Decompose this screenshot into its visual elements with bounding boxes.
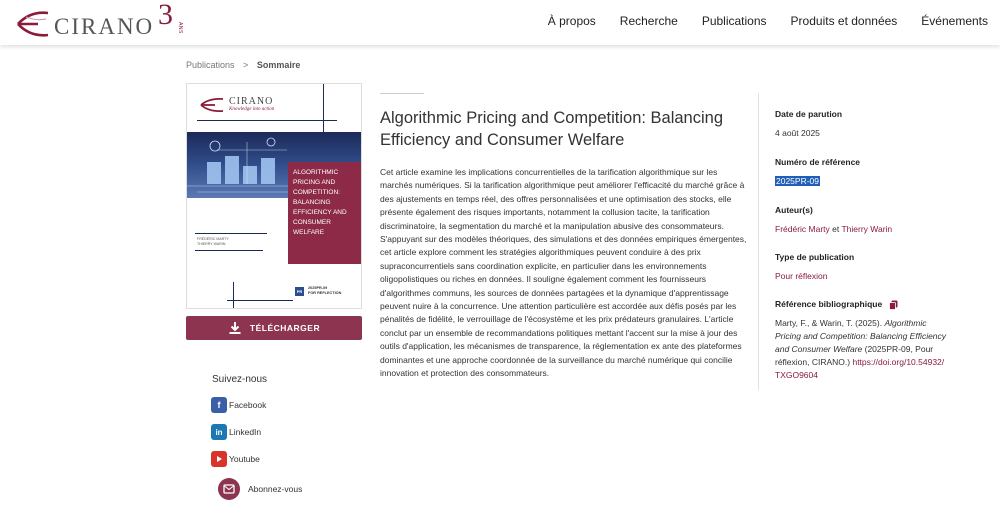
facebook-link[interactable]: [211, 397, 266, 413]
sidebar-divider: [758, 93, 759, 390]
meta-date: [775, 109, 975, 140]
cover-author: THIERRY WARIN: [197, 242, 226, 247]
cover-code-type: FOR REFLECTION: [308, 291, 342, 296]
cover-code-number: 2025PR-09: [308, 286, 328, 290]
meta-bibliography: [775, 299, 947, 382]
cover-logo-mark-icon: [199, 96, 225, 114]
author-separator: et: [829, 224, 842, 234]
meta-type-label: Type de publication: [775, 252, 855, 262]
cover-divider-line: [195, 233, 267, 234]
cover-authors: [197, 237, 229, 248]
author-link-marty[interactable]: Frédéric Marty: [775, 224, 830, 234]
cover-brand: CIRANO: [229, 96, 274, 107]
meta-authors-row: [775, 223, 975, 236]
nav-item-evenements[interactable]: Événements: [921, 14, 988, 28]
article-abstract: Cet article examine les implications concurrentielles de la tarification algorithmique sur les marchés numériques. Si la tarification algorithmique peut améliorer l'efficacité du marché grâce à des ajustements en temps réel, des offres personnalisées et une optimisation des stocks, elle présente également des risques importants, notamment la collusion tacite, la tarification discriminatoire, la segmentation du marché et la manipulation abusive des consommateurs. S'appuyant sur des modèles théoriques, des simulations et des données empiriques émergentes, cet article explore comment les stratégies algorithmiques peuvent conduire à des prix supraconcurrentiels sans coordination explicite, en particulier dans les environnements oligopolistiques ou riches en données. Il souligne également comment les fournisseurs d'algorithmes communs, les sources de données partagées et la dynamique d'apprentissage peuvent nuire à la concurrence. Une attention particulière est accordée aux défis posés par les pénalités de fidélité, le verrouillage de l'écosystème et les prix prédateurs granulaires. L'article conclut par un ensemble de recommandations politiques mettant l'accent sur la mise à jour des outils d'application, les mécanismes de transparence, la réglementation ex ante des plateformes dominantes et une approche coordonnée de la surveillance du marché numérique qui concilie innovation et protection des consommateurs.: [380, 167, 747, 379]
youtube-link[interactable]: [211, 451, 260, 467]
subscribe-label: Abonnez-vous: [248, 484, 303, 494]
logo-anniversary-number: 3: [158, 0, 173, 31]
cover-title-box: [288, 162, 362, 264]
meta-reference-value[interactable]: 2025PR-09: [776, 176, 820, 186]
cover-author: FRÉDÉRIC MARTY: [197, 237, 229, 241]
nav-item-recherche[interactable]: Recherche: [619, 14, 678, 28]
cirano-logo[interactable]: [14, 0, 184, 42]
cover-title-line: WELFARE: [293, 229, 325, 237]
meta-type-link[interactable]: Pour réflexion: [775, 271, 828, 281]
meta-reference-label: Numéro de référence: [775, 157, 861, 167]
cover-title-line: EFFICIENCY AND: [293, 209, 347, 217]
biblio-citation: [775, 317, 947, 382]
download-button[interactable]: [186, 316, 362, 340]
download-label: TÉLÉCHARGER: [249, 323, 321, 333]
linkedin-label: LinkedIn: [229, 427, 262, 437]
meta-date-label: Date de parution: [775, 109, 843, 119]
copy-icon[interactable]: [889, 300, 898, 310]
breadcrumb: [186, 60, 300, 70]
main-nav: [524, 14, 988, 28]
cover-divider-line: [227, 300, 293, 301]
cirano-logo-mark-icon: [14, 7, 52, 41]
facebook-label: Facebook: [229, 400, 267, 410]
youtube-label: Youtube: [229, 454, 260, 464]
download-icon: [228, 321, 242, 335]
nav-item-publications[interactable]: Publications: [701, 14, 767, 28]
meta-date-value: 4 août 2025: [775, 128, 820, 138]
logo-anniversary-suffix: ANS: [177, 22, 183, 34]
meta-type: [775, 252, 975, 283]
nav-item-a-propos[interactable]: À propos: [547, 14, 596, 28]
cover-tagline: Knowledge into action: [229, 107, 275, 112]
site-header: [0, 0, 1000, 45]
author-link-warin[interactable]: Thierry Warin: [841, 224, 893, 234]
biblio-title: Algorithmic Pricing and Competition: Balancing Efficiency and Consumer Welfare: [775, 317, 947, 354]
meta-authors-label: Auteur(s): [775, 205, 813, 215]
publication-cover[interactable]: [186, 83, 362, 309]
meta-authors: [775, 205, 975, 236]
meta-reference: [775, 157, 975, 188]
subscribe-link[interactable]: [218, 478, 302, 500]
article-title: Algorithmic Pricing and Competition: Balancing Efficiency and Consumer Welfare: [380, 109, 724, 149]
cover-title-line: CONSUMER: [293, 219, 331, 227]
cover-divider-line: [233, 282, 234, 309]
cover-code: [308, 286, 341, 297]
cover-title-line: BALANCING: [293, 199, 331, 207]
breadcrumb-publications-link[interactable]: Publications: [186, 60, 235, 70]
meta-biblio-heading: [775, 299, 947, 310]
cover-title-line: ALGORITHMIC: [293, 169, 339, 176]
cover-pr-badge: PR: [296, 289, 303, 294]
cover-divider-line: [195, 250, 263, 251]
youtube-icon: [211, 451, 227, 467]
cover-divider-line: [323, 84, 324, 134]
biblio-doi-link[interactable]: https://doi.org/10.54932/TXGO9604: [775, 356, 945, 380]
biblio-suffix: (2025PR-09, Pour réflexion, CIRANO.): [775, 343, 934, 367]
nav-item-produits[interactable]: Produits et données: [790, 14, 898, 28]
linkedin-icon: in: [211, 424, 227, 440]
social-title: Suivez-nous: [212, 374, 268, 385]
facebook-icon: f: [211, 397, 227, 413]
meta-biblio-label: Référence bibliographique: [775, 299, 883, 309]
title-rule: [380, 93, 424, 94]
linkedin-link[interactable]: [211, 424, 261, 440]
breadcrumb-current: Sommaire: [256, 60, 301, 70]
logo-wordmark: CIRANO: [54, 14, 155, 39]
cover-title-line: COMPETITION:: [293, 189, 340, 197]
breadcrumb-separator: >: [243, 60, 249, 70]
cover-title-line: PRICING AND: [293, 179, 336, 187]
biblio-prefix: Marty, F., & Warin, T. (2025).: [775, 317, 885, 328]
meta-reference-row: [775, 175, 975, 188]
newsletter-icon: [218, 478, 240, 500]
cover-divider-line: [197, 120, 337, 121]
